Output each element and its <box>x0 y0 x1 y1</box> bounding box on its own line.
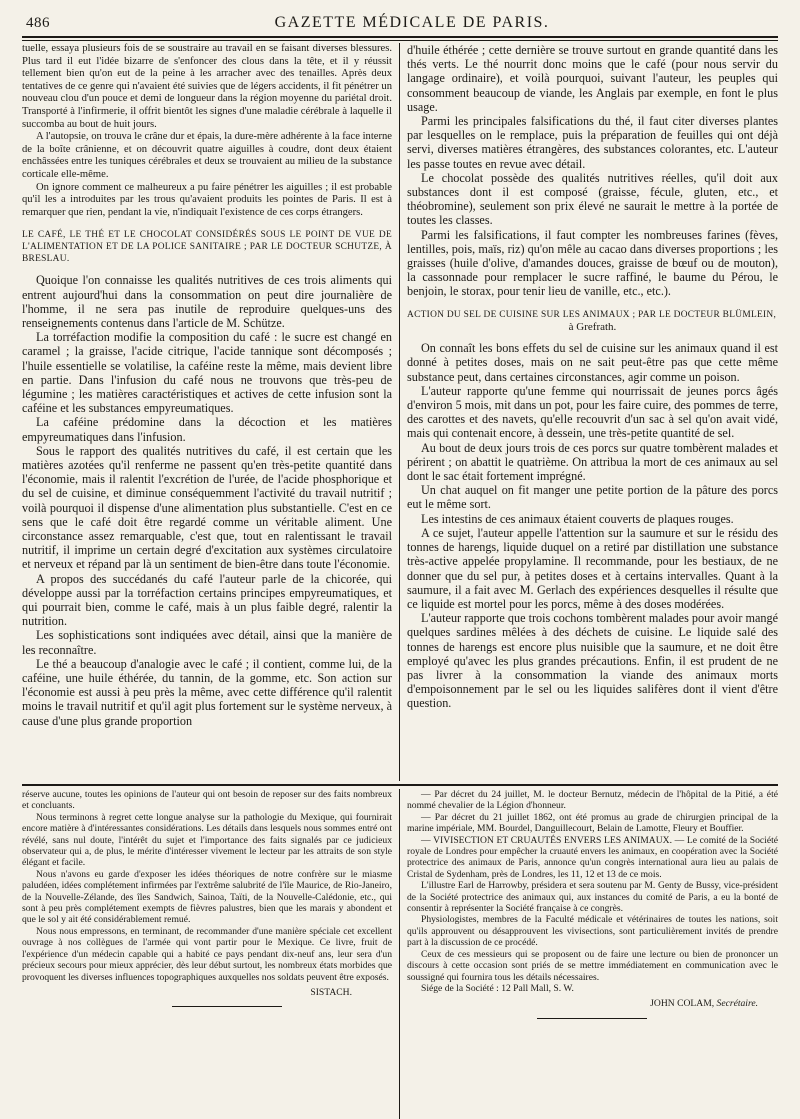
paragraph: Ceux de ces messieurs qui se proposent ou de faire une lecture ou bien de prononcer un discours à cette occasion sont priés de se mettre immédiatement en communication avec le soussigné qui fournira tous les détails nécessaires. <box>407 948 778 983</box>
paragraph: L'auteur rapporte que trois cochons tombèrent malades pour avoir mangé quelques sardines mêlées à des déchets de cuisine. Le liquide salé des tonnes de harengs est encore plus nuisible que la saumure, et ne doit être employé qu'avec les plus grandes précautions. Enfin, il est prudent de ne pas livrer à la consommation la viande des animaux morts d'empoisonnement par le sel ou les liquides salifères dont il vient d'être question. <box>407 611 778 711</box>
bottom-left-column <box>22 789 400 1119</box>
page-number: 486 <box>26 15 50 31</box>
secretary-signature <box>407 998 778 1009</box>
society-address: Siége de la Société : 12 Pall Mall, S. W. <box>421 982 574 994</box>
header-rule <box>22 36 778 38</box>
paragraph: La torréfaction modifie la composition du café : le sucre est changé en caramel ; la graisse, l'acide citrique, l'acide tannique sont décomposés ; l'huile essentielle se volatilise, la caféine reste la même, mais devient libre en partie. Dans l'infusion du café nous ne trouvons que très-peu de légumine ; les matières caractéristiques et actives de cette infusion sont la caféine et les substances empyreumatiques. <box>22 330 392 416</box>
article-heading-coffee <box>22 229 392 265</box>
paragraph: Nous terminons à regret cette longue analyse sur la pathologie du Mexique, qui fournirait encore matière à d'intéressantes considérations. Les détails dans lesquels nous sommes entré ont révélé, sans nul doute, l'intérêt du sujet et l'importance des faits signalés par ce judicieux observateur qui a, de plus, le mérite d'intéresser vivement le lecteur par les attraits de son style élégant et facile. <box>22 811 392 869</box>
end-rule <box>537 1018 647 1019</box>
paragraph: réserve aucune, toutes les opinions de l'auteur qui ont besoin de reposer sur des faits nombreux et concluants. <box>22 789 392 812</box>
paragraph: La caféine prédomine dans la décoction et les matières empyreumatiques dans l'infusion. <box>22 415 392 444</box>
paragraph: A propos des succédanés du café l'auteur parle de la chicorée, qui développe aussi par la torréfaction certains principes empyreumatiques, et qui pourrait bien, comme le café, mais à un plus faible degré, ralentir la nutrition. <box>22 571 392 629</box>
bottom-section <box>22 784 778 1119</box>
paragraph: Physiologistes, membres de la Faculté médicale et vétérinaires de toutes les nations, soit qu'ils approuvent ou désapprouvent les vivisections, sont particulièrement invités de prendre part à la discussion de ce procédé. <box>407 914 778 949</box>
top-right-column <box>400 43 778 781</box>
author-signature: SISTACH. <box>310 986 352 998</box>
top-section <box>22 43 778 781</box>
paragraph: Les intestins de ces animaux étaient couverts de plaques rouges. <box>421 511 734 526</box>
paragraph: Le thé a beaucoup d'analogie avec le café ; il contient, comme lui, de la caféine, une huile éthérée, du tannin, de la gomme, etc. Son action sur l'économie est aussi à peu près la même, avec cette différence qu'il ralentit moins le travail nutritif et qu'il agit plus fortement sur le système nerveux, à cause d'une plus grande proportion <box>22 656 392 728</box>
signature-role: Secrétaire. <box>716 998 758 1010</box>
top-left-column <box>22 43 400 781</box>
paragraph: Un chat auquel on fit manger une petite portion de la pâture des porcs eut le même sort. <box>407 483 778 512</box>
article-heading-place: à Grefrath. <box>568 320 617 333</box>
paragraph: tuelle, essaya plusieurs fois de se soustraire au travail en se faisant diverses blessures. Plus tard il eut l'idée bizarre de s'enfoncer des clous dans la tête, et il y réussit tellement bien qu'on eut de la peine à les arracher avec des tenailles. Après deux tentatives de ce genre qui n'avaient été suivies que de légers accidents, il fit pénétrer un nouveau clou d'un pouce et demi de longueur dans la région moyenne du pariétal droit. Transporté à l'infirmerie, il offrit bientôt les signes d'une maladie cérébrale à laquelle il succomba au bout de huit jours. <box>22 43 392 130</box>
news-item: — Par décret du 24 juillet, M. le docteur Bernutz, médecin de l'hôpital de la Pitié, a été nommé chevalier de la Légion d'honneur. <box>407 789 778 812</box>
paragraph: L'auteur rapporte qu'une femme qui nourrissait de jeunes porcs âgés d'environ 5 mois, mit dans un pot, pour les faire cuire, des pommes de terre, des carottes et des navets, qu'elle recouvrit d'un sac à sel qu'on avait vidé, mais qui contenait encore, à dessein, une très-petite quantité de sel. <box>407 383 778 441</box>
paragraph: Nous nous empressons, en terminant, de recommander d'une manière spéciale cet excellent ouvrage à nos collègues de l'armée qui vont partir pour le Mexique. Ce livre, fruit de l'expérience d'un médecin capable qui a habité ce pays pendant dix-neuf ans, leur sera d'un précieux secours pour mieux apprécier, dès leur début surtout, les nombreux états morbides que provoquent les diverses influences topographiques auxquelles nos soldats peuvent être exposés. <box>22 925 392 983</box>
paragraph: d'huile éthérée ; cette dernière se trouve surtout en grande quantité dans les thés verts. Le thé nourrit donc moins que le café (pour nous servir du langage ordinaire), et voilà pourquoi, suivant l'auteur, les peuples qui consomment beaucoup de viande, les Anglais par exemple, en font le plus usage. <box>407 43 778 114</box>
paragraph: A ce sujet, l'auteur appelle l'attention sur la saumure et sur le résidu des tonnes de harengs, liquide duquel on a retiré par distillation une substance très-active appelée propylamine. Il recommande, pour les bestiaux, de ne donner que du sel pur, à petites doses et à certains intervalles. Quant à la saumure, il a fait avec M. Gerlach des expériences desquelles il résulte que ce liquide est mortel pour les porcs, même à des doses modérées. <box>407 525 778 611</box>
paragraph: Sous le rapport des qualités nutritives du café, il est certain que les matières azotées qu'il renferme ne passent qu'en très-petite quantité dans l'économie, mais il ralentit l'excrétion de l'urée, de l'acide phosphorique et du sel de cuisine, et diminue conséquemment l'activité du travail nutritif ; voilà pourquoi il dispense d'une alimentation plus substantielle. C'est en ce sens que le café doit être regardé comme un véritable aliment. Une circonstance assez remarquable, c'est que, tout en ralentissant le travail nutritif, il imprime un certain degré d'excitation aux systèmes circulatoire et nerveux et répand par là un sentiment de bien-être dans toute l'économie. <box>22 443 392 572</box>
signature-name: JOHN COLAM, <box>650 998 715 1010</box>
paragraph: Les sophistications sont indiquées avec détail, ainsi que la manière de les reconnaître. <box>22 628 392 657</box>
paragraph: Nous n'avons eu garde d'exposer les idées théoriques de notre confrère sur le miasme paludéen, idées complétement infirmées par l'extrême salubrité de l'île Maurice, de Rio-Janeiro, de la Nouvelle-Zélande, des îles Sandwich, Sainoa, Taïti, de la Nouvelle-Calédonie, etc., qui sont à peu près complétement exempts de fièvres palustres, bien que les marais y abondent et que le sol y ait été considérablement remué. <box>22 868 392 926</box>
paragraph: Parmi les principales falsifications du thé, il faut citer diverses plantes par lesquelles on le remplace, puis la préparation de feuilles qui ont déjà servi, diverses matières étrangères, des substances colorantes, etc. L'auteur les passe toutes en revue avec détail. <box>407 114 778 171</box>
end-rule <box>172 1006 282 1007</box>
page-header <box>22 14 778 32</box>
paragraph: A l'autopsie, on trouva le crâne dur et épais, la dure-mère adhérente à la face interne de la boîte crânienne, et on découvrit quatre aiguilles à coudre, dont deux étaient enchâssées entre les tuniques cérébrales et deux se trouvaient au milieu de la substance corticale elle-même. <box>22 131 392 180</box>
article-heading-text: ACTION DU SEL DE CUISINE SUR LES ANIMAUX ; PAR LE DOCTEUR BLÜMLEIN, <box>407 309 777 320</box>
news-item: — Par décret du 21 juillet 1862, ont été promus au grade de chirurgien principal de la marine impériale, MM. Bourdel, Danguillecourt, Belain de Lamotte, Fleury et Bouffier. <box>407 811 778 835</box>
paragraph: On connaît les bons effets du sel de cuisine sur les animaux quand il est donné à petites doses, mais on ne sait peut-être pas que cette même substance peut, dans certaines circonstances, agir comme un poison. <box>407 341 778 384</box>
journal-title: GAZETTE MÉDICALE DE PARIS. <box>274 14 550 31</box>
paragraph: Au bout de deux jours trois de ces porcs sur quatre tombèrent malades et périrent ; on abattit le quatrième. On attribua la mort de ces animaux au sel dont le sac était fortement imprégné. <box>407 440 778 484</box>
bottom-right-column <box>400 789 778 1119</box>
header-rule-thin <box>22 40 778 41</box>
paragraph: Quoique l'on connaisse les qualités nutritives de ces trois aliments qui entrent aujourd'hui dans la consommation on peut dire journalière de l'homme, il ne sera pas inutile de reproduire quelques-uns des renseignements contenus dans l'article de M. Schütze. <box>22 273 392 330</box>
paragraph: Le chocolat possède des qualités nutritives réelles, qu'il doit aux substances dont il est composé (graisse, fécule, gluten, etc., et théobromine), seulement son prix élevé ne saurait le mettre à la portée de toutes les classes. <box>407 170 778 228</box>
paragraph: On ignore comment ce malheureux a pu faire pénétrer les aiguilles ; il est probable qu'il les a introduites par les trous qu'avaient produits les pointes de Paris. Il est à remarquer que rien, pendant la vie, n'indiquait l'existence de ces corps étrangers. <box>22 181 392 218</box>
paragraph: L'illustre Earl de Harrowby, présidera et sera soutenu par M. Genty de Bussy, vice-président de la Société protectrice des animaux qui, aux instances du comité de Paris, a eu la bonté de consentir à représenter la Société française à ce congrès. <box>407 880 778 915</box>
news-item: — VIVISECTION ET CRUAUTÉS ENVERS LES ANIMAUX. — Le comité de la Société royale de Londres pour empêcher la cruauté envers les animaux, en coopération avec la Société protectrice des animaux de Paris, annonce qu'un congrès international aura lieu au palais de Cristal de Sydenham, près de Londres, les 11, 12 et 13 de ce mois. <box>407 834 778 880</box>
paragraph: Parmi les falsifications, il faut compter les nombreuses farines (fèves, lentilles, pois, maïs, riz) qu'on mêle au cacao dans diverses proportions ; les graisses (huile d'olive, d'amandes douces, graisse de bœuf ou de mouton), la cassonnade pour remplacer le sucre raffiné, le baume du Pérou, le benjoin, le storax, pour tenir lieu de vanille, etc., etc.). <box>407 227 778 299</box>
article-heading-text: LE CAFÉ, LE THÉ ET LE CHOCOLAT CONSIDÉRÉS SOUS LE POINT DE VUE DE L'ALIMENTATION ET DE LA POLICE SANITAIRE ; PAR LE DOCTEUR SCHUTZE, À BRESLAU. <box>22 230 392 265</box>
article-heading-salt <box>407 309 778 334</box>
